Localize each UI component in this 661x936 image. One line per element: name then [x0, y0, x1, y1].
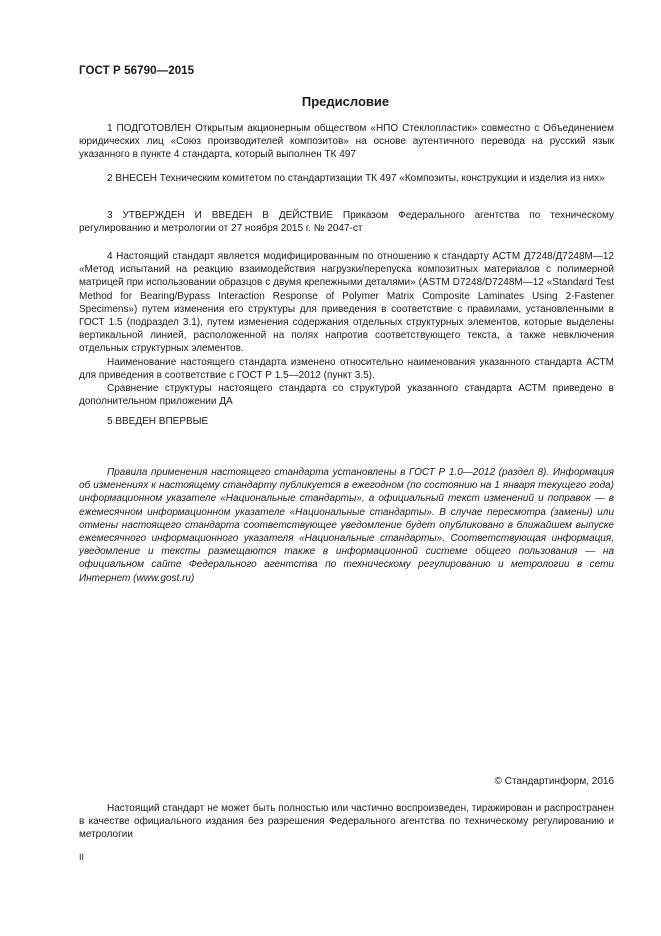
- preface-paragraph-3: 3 УТВЕРЖДЕН И ВВЕДЕН В ДЕЙСТВИЕ Приказом Федерального агентства по техническому регулированию и метрологии от 27 ноября 2015 г. № 2047-ст: [79, 210, 614, 235]
- preface-paragraph-5: 5 ВВЕДЕН ВПЕРВЫЕ: [107, 416, 209, 427]
- page-title: Предисловие: [301, 94, 390, 109]
- preface-paragraph-2: 2 ВНЕСЕН Техническим комитетом по стандартизации ТК 497 «Композиты, конструкции и изделия из них»: [107, 173, 605, 184]
- copyright: © Стандартинформ, 2016: [494, 776, 614, 787]
- preface-paragraph-1: 1 ПОДГОТОВЛЕН Открытым акционерным обществом «НПО Стеклопластик» совместно с Объединением юридических лиц «Союз производителей композитов» на основе аутентичного перевода на русский язык указанного в пункте 4 стандарта, который выполнен ТК 497: [79, 123, 614, 161]
- preface-paragraph-4: 4 Настоящий стандарт является модифицированным по отношению к стандарту АСТМ Д7248/Д7248М—12 «Метод испытаний на реакцию взаимодействия нагрузки/перепуска композитных материалов с полимерной матрицей при использовании образцов с двумя крепежными деталями» (ASTM D7248/D7248M—12 «Standard Test Method for Bearing/Bypass Interaction Response of Polymer Matrix Composite Laminates Using 2-Fastener Specimens») путем изменения его структуры для приведения в соответствие с правилами, установленными в ГОСТ 1.5 (подраздел 3.1), путем изменения содержания отдельных структурных элементов, которые выделены вертикальной линией, расположенной на полях напротив соответствующего текста, а также невключения отдельных структурных элементов.: [79, 251, 614, 355]
- preface-item-5: [79, 415, 614, 428]
- standard-id: ГОСТ Р 56790—2015: [79, 65, 195, 77]
- preface-paragraph-4c: Сравнение структуры настоящего стандарта со структурой указанного стандарта АСТМ приведено в дополнительном приложении ДА: [79, 383, 614, 408]
- reproduction-notice: Настоящий стандарт не может быть полностью или частично воспроизведен, тиражирован и распространен в качестве официального издания без разрешения Федерального агентства по техническому регулированию и метрологии: [79, 803, 614, 841]
- usage-notice: Правила применения настоящего стандарта установлены в ГОСТ Р 1.0—2012 (раздел 8). Информация об изменениях к настоящему стандарту публикуется в ежегодном (по состоянию на 1 января текущего года) информационном указателе «Национальные стандарты», а официальный текст изменений и поправок — в ежемесячном информационном указателе «Национальные стандарты». В случае пересмотра (замены) или отмены настоящего стандарта соответствующее уведомление будет опубликовано в ближайшем выпуске ежемесячного информационного указателя «Национальные стандарты». Соответствующая информация, уведомление и тексты размещаются также в информационной системе общего пользования — на официальном сайте Федерального агентства по техническому регулированию и метрологии в сети Интернет (www.gost.ru): [79, 467, 614, 584]
- page-number: II: [79, 852, 85, 862]
- preface-item-4: [79, 250, 614, 408]
- preface-item-2: [79, 172, 614, 185]
- preface-paragraph-4b: Наименование настоящего стандарта изменено относительно наименования указанного стандарта АСТМ для приведения в соответствие с ГОСТ Р 1.5—2012 (пункт 3.5).: [79, 356, 614, 381]
- preface-item-1: [79, 122, 614, 162]
- preface-item-3: [79, 209, 614, 235]
